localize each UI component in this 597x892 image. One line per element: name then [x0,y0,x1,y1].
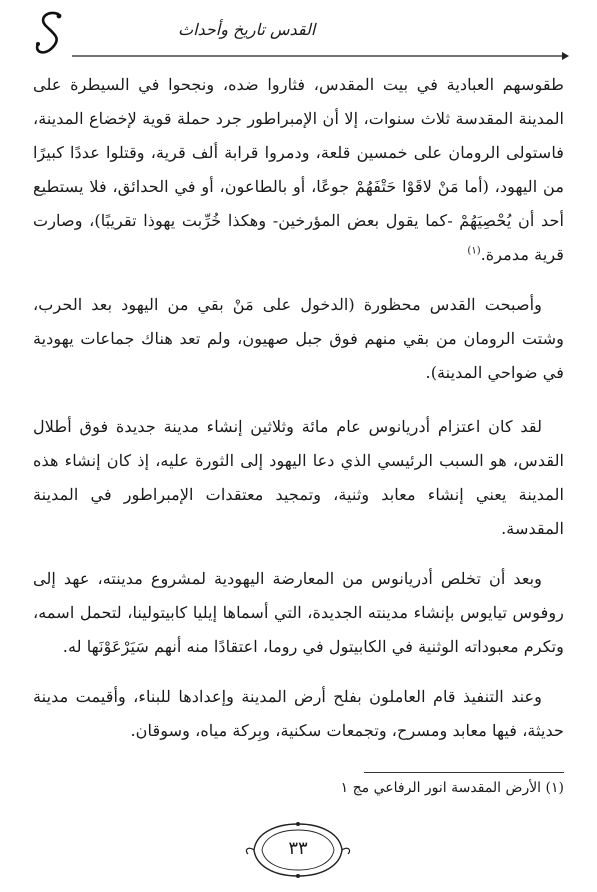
page-header [28,8,569,60]
page-number-frame [242,820,354,880]
running-header-title: القدس تاريخ وأحداث [178,20,316,39]
paragraph-2: وأصبحت القدس محظورة (الدخول على مَنْ بقي من اليهود بعد الحرب، وشتت الرومان من بقي منهم فوق جبل صهيون، ولم تعد هناك جماعات يهودية في ضواحي المدينة). [33,295,564,382]
paragraph-5: وعند التنفيذ قام العاملون بفلح أرض المدينة وإعدادها للبناء، وأقيمت مدينة حديثة، فيها معابد ومسرح، وتجمعات سكنية، وبِركة مياه، وسوقان. [33,687,564,740]
footnote: (١) الأرض المقدسة انور الرفاعي مج ١ [340,780,564,796]
calligraphic-ornament-icon [28,8,72,60]
header-rule [72,51,569,61]
footnote-separator [364,772,564,773]
paragraph-1-text: طقوسهم العبادية في بيت المقدس، فثاروا ضده، ونجحوا في السيطرة على المدينة المقدسة ثلاث سنوات، إلا أن الإمبراطور جرد حملة قوية لإخضاع المدينة، فاستولى الرومان على خمسين قلعة، ودمروا قرابة ألف قرية، وقتلوا عددًا كبيرًا من اليهود، (أما مَنْ لاقَوْا حَتْفَهُمْ جوعًا، أو بالطاعون، أو في الحدائق، فلا يستطيع أحد أن يُحْصِيَهُمْ -كما يقول بعض المؤرخين- وهكذا خُرِّبت يهوذا تقريبًا)، وصارت قرية مدمرة. [33,75,564,264]
footnote-reference: (١) [467,245,481,257]
paragraph-3: لقد كان اعتزام أدريانوس عام مائة وثلاثين إنشاء مدينة جديدة فوق أطلال القدس، هو السبب الرئيسي الذي دعا اليهود إلى الثورة عليه، إذ كان إنشاء هذه المدينة يعني إنشاء معابد وثنية، وتمجيد معتقدات الإمبراطور في المدينة المقدسة. [33,417,564,538]
paragraph-4: وبعد أن تخلص أدريانوس من المعارضة اليهودية لمشروع مدينته، عهد إلى روفوس تيايوس بإنشاء مدينته الجديدة، التي أسماها إيليا كابيتولينا، لتحمل اسمه، وتكرم معبوداته الوثنية في الكابيتول في روما، اعتقادًا منه أنهم سَيَرْعَوْنَها له. [33,569,564,656]
paragraph-1 [33,68,564,272]
page-number: ٣٣ [288,838,308,859]
body-text [33,68,564,764]
